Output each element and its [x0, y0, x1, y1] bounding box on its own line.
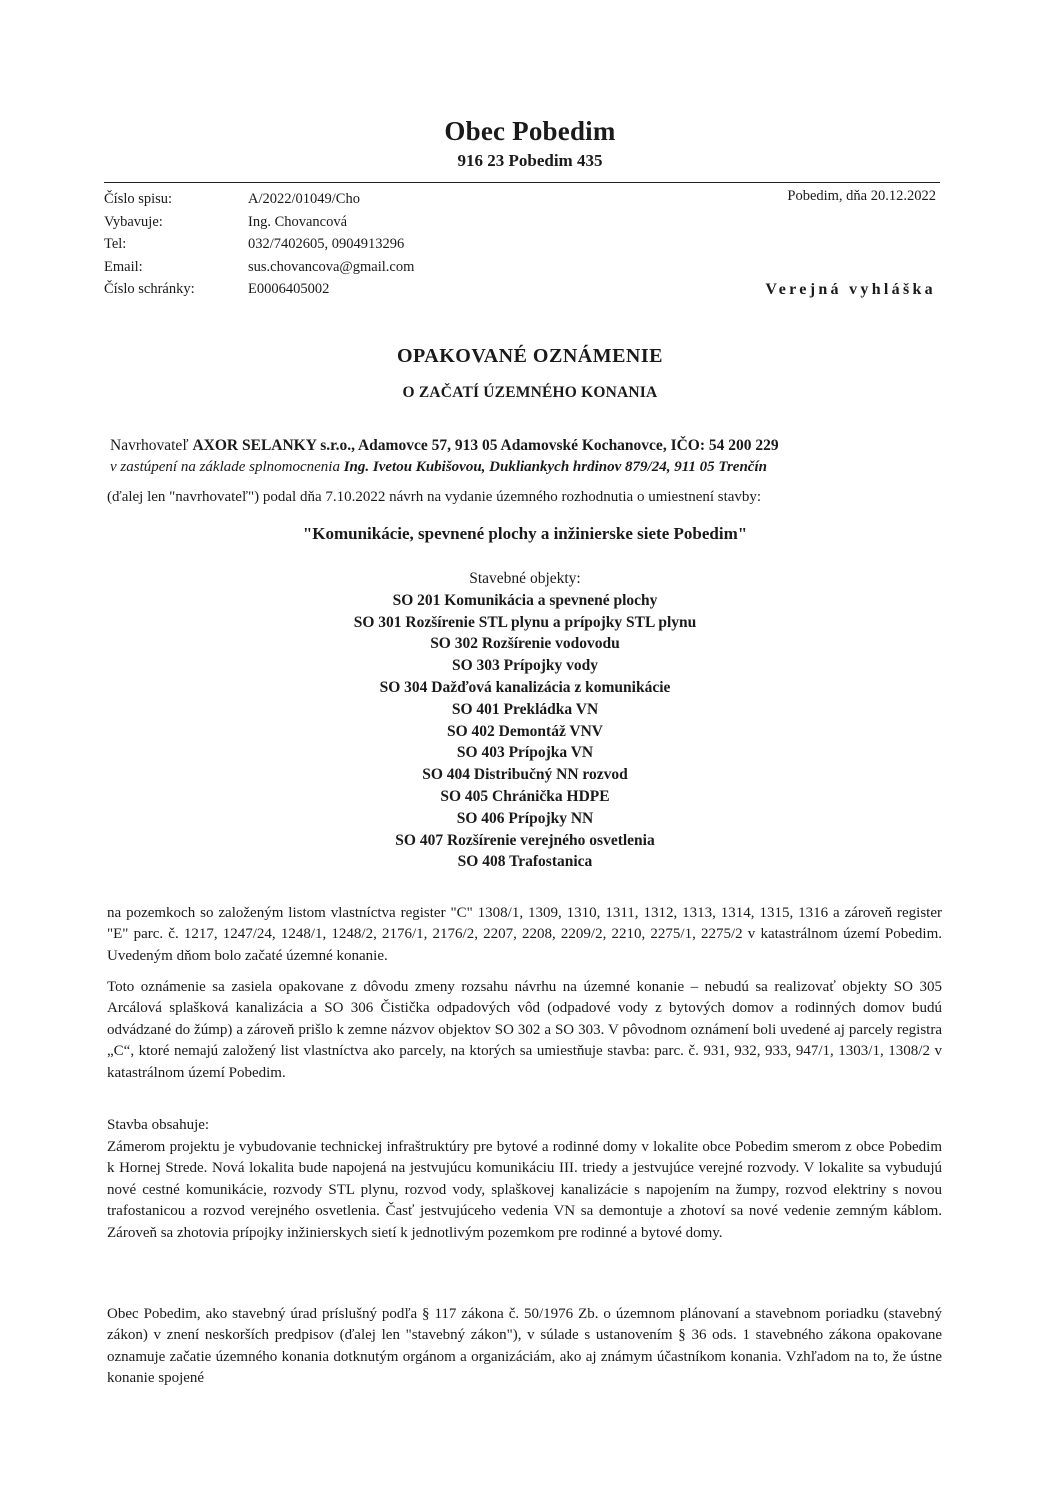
representative-details: Ing. Ivetou Kubišovou, Dukliankych hrdinov 879/24, 911 05 Trenčín: [343, 459, 767, 475]
object-item: SO 405 Chránička HDPE: [440, 787, 610, 805]
object-item: SO 408 Trafostanica: [457, 853, 593, 871]
meta-label: Email:: [104, 258, 143, 275]
meta-label: Tel:: [104, 236, 127, 252]
objects-heading: Stavebné objekty:: [469, 570, 581, 587]
notice-type: Verejná vyhláška: [765, 281, 936, 298]
meta-value: Ing. Chovancová: [248, 213, 348, 230]
object-item: SO 402 Demontáž VNV: [447, 722, 603, 740]
applicant-prefix: Navrhovateľ: [110, 437, 193, 454]
building-objects-list: [0, 568, 1050, 873]
meta-label: Vybavuje:: [104, 213, 163, 230]
document-title: OPAKOVANÉ OZNÁMENIE: [396, 345, 663, 367]
object-item: SO 304 Dažďová kanalizácia z komunikácie: [379, 678, 671, 696]
object-item: SO 406 Prípojky NN: [456, 809, 594, 827]
document-date: Pobedim, dňa 20.12.2022: [787, 188, 936, 204]
meta-row-file-number: [104, 188, 548, 211]
submission-line: (ďalej len "navrhovateľ") podal dňa 7.10.2022 návrh na vydanie územného rozhodnutia o umiestnení stavby:: [107, 489, 762, 505]
object-item: SO 302 Rozšírenie vodovodu: [430, 635, 620, 653]
meta-value: A/2022/01049/Cho: [248, 191, 360, 207]
representative-prefix: v zastúpení na základe splnomocnenia: [110, 459, 344, 475]
meta-value: sus.chovancova@gmail.com: [248, 258, 415, 275]
object-item: SO 303 Prípojky vody: [452, 657, 598, 675]
contents-heading: Stavba obsahuje:: [107, 1117, 210, 1133]
meta-value: E0006405002: [248, 281, 330, 297]
document-subtitle: O ZAČATÍ ÚZEMNÉHO KONANIA: [402, 384, 658, 401]
applicant-line: [110, 437, 779, 455]
authority-paragraph: Obec Pobedim, ako stavebný úrad príslušný podľa § 117 zákona č. 50/1976 Zb. o územnom plánovaní a stavebnom poriadku (stavebný zákon) v znení neskorších predpisov (ďalej len "stavebný zákon"), v súlade s ustanovením § 36 ods. 1 stavebného zákona opakovane oznamuje začatie územného konania dotknutým orgánom a organizáciám, ako aj známym účastníkom konania. Vzhľadom na to, že ústne konanie spojené: [107, 1306, 942, 1387]
representative-line: [110, 459, 767, 476]
object-item: SO 201 Komunikácia a spevnené plochy: [392, 591, 658, 609]
meta-row-mailbox: [104, 278, 548, 301]
meta-row-email: [104, 256, 548, 279]
object-item: SO 407 Rozšírenie verejného osvetlenia: [395, 831, 655, 849]
object-item: SO 401 Prekládka VN: [451, 700, 599, 718]
meta-row-handler: [104, 211, 548, 234]
meta-label: Číslo schránky:: [104, 281, 195, 297]
parcels-paragraph: na pozemkoch so založeným listom vlastníctva register "C" 1308/1, 1309, 1310, 1311, 1312, 1313, 1314, 1315, 1316 a zároveň register "E" parc. č. 1217, 1247/24, 1248/1, 1248/2, 2176/1, 2176/2, 2207, 2208, 2209/2, 2210, 2275/1, 2275/2 v katastrálnom území Pobedim. Uvedeným dňom bolo začaté územné konanie.: [107, 905, 942, 964]
meta-label: Číslo spisu:: [104, 191, 173, 207]
object-item: SO 404 Distribučný NN rozvod: [422, 766, 628, 784]
meta-row-phone: [104, 233, 548, 256]
object-item: SO 403 Prípojka VN: [456, 744, 594, 762]
header-divider: [104, 182, 940, 183]
project-name: "Komunikácie, spevnené plochy a inžinierske siete Pobedim": [302, 524, 748, 543]
meta-value: 032/7402605, 0904913296: [248, 236, 405, 252]
contents-paragraph: Zámerom projektu je vybudovanie technickej infraštruktúry pre bytové a rodinné domy v lokalite obce Pobedim smerom z obce Pobedim k Hornej Strede. Nová lokalita bude napojená na jestvujúcu komunikáciu III. triedy a jestvujúce verejné rozvody. V lokalite sa vybudujú nové cestné komunikácie, rozvody STL plynu, rozvod vody, splaškovej kanalizácie s napojením na žumpy, rozvod elektriny s novou trafostanicou a rozvod verejného osvetlenia. Časť jestvujúceho vedenia VN sa demontuje a zhotoví sa nové vedenie zemným káblom. Zároveň sa zhotovia prípojky inžinierskych sietí k jednotlivým pozemkom pre rodinné a bytové domy.: [107, 1139, 942, 1241]
object-item: SO 301 Rozšírenie STL plynu a prípojky STL plynu: [353, 613, 697, 631]
file-metadata: [104, 188, 548, 301]
office-name: Obec Pobedim: [444, 116, 616, 146]
applicant-details: AXOR SELANKY s.r.o., Adamovce 57, 913 05 Adamovské Kochanovce, IČO: 54 200 229: [192, 437, 779, 454]
repeat-reason-paragraph: Toto oznámenie sa zasiela opakovane z dôvodu zmeny rozsahu návrhu na územné konanie – nebudú sa realizovať objekty SO 305 Arcálová splašková kanalizácia a SO 306 Čistička odpadových vôd (odpadové vody z bytových domov a rodinných domov budú odvádzané do žúmp) a zároveň prišlo k zemne názvov objektov SO 302 a SO 303. V pôvodnom oznámení boli uvedené aj parcely registra „C“, ktoré nemajú založený list vlastníctva ako parcely, na ktorých sa umiestňuje stavba: parc. č. 931, 932, 933, 947/1, 1303/1, 1308/2 v katastrálnom území Pobedim.: [107, 979, 942, 1081]
office-address: 916 23 Pobedim 435: [457, 151, 603, 170]
